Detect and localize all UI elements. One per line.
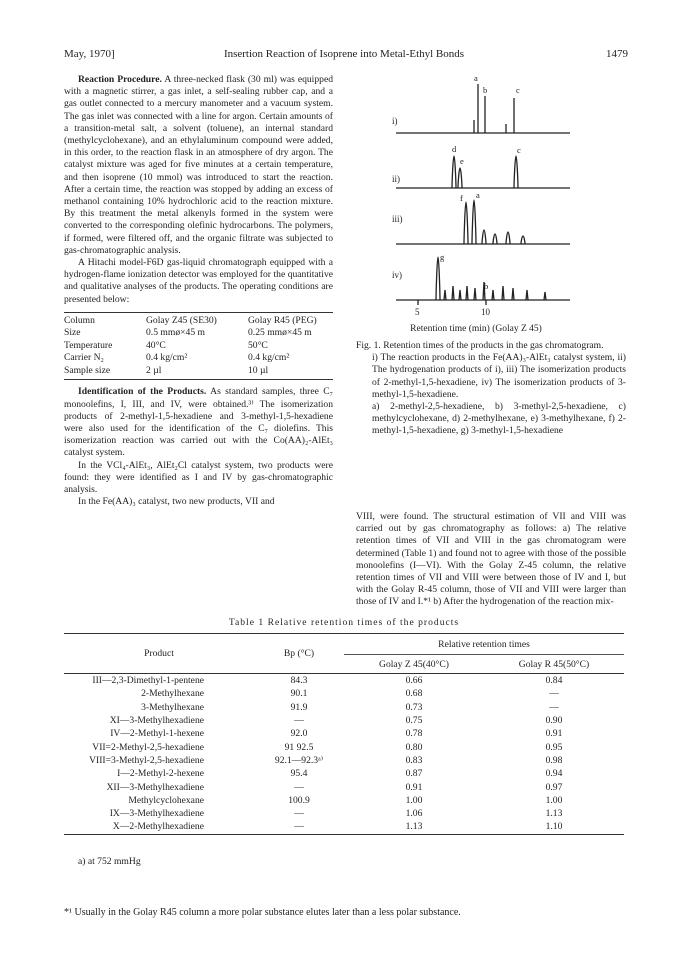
cell-z45: 0.78 (405, 728, 423, 740)
table-row (64, 807, 624, 820)
cell-r45: 1.00 (545, 794, 563, 806)
table-row (64, 674, 624, 688)
peak-iii-f (464, 202, 468, 244)
cell-bp: — (294, 781, 304, 793)
cell-product: IX—3-Methylhexadiene (109, 808, 204, 820)
cell-bp: — (294, 808, 304, 820)
cell-product: Methylcyclohexane (128, 794, 204, 806)
chromatogram-iii (396, 200, 570, 244)
cell-product: VIII=3-Methyl-2,5-hexadiene (89, 754, 204, 766)
cell-r45: 0.84 (545, 675, 563, 687)
table-row (64, 687, 624, 700)
caption-legend: a) 2-methyl-2,5-hexadiene, b) 3-methyl-2,5-hexadiene, c) methylcyclohexane, d) 2-methylhexane, e) 3-methylhexane, f) 2-methyl-1,5-hexadiene, g) 3-methyl-1,5-hexadiene (372, 401, 626, 437)
conditions-row (64, 340, 333, 353)
conditions-cell: 50°C (248, 339, 268, 351)
cell-product: 2-Methylhexane (141, 688, 204, 700)
peak-iv-g (436, 257, 440, 300)
conditions-row (64, 327, 333, 340)
cell-r45: 1.13 (545, 808, 563, 820)
cell-z45: 0.68 (405, 688, 423, 700)
cell-z45: 0.91 (405, 781, 423, 793)
col-z45: Golay Z 45(40°C) (344, 655, 484, 674)
cell-product: 3-Methylhexane (141, 701, 204, 713)
col-group: Relative retention times (344, 634, 624, 655)
cell-z45: 1.13 (344, 820, 484, 834)
table-row (64, 780, 624, 793)
x-tick-5: 5 (415, 307, 420, 317)
peak-iv-8 (512, 288, 514, 300)
right-column-text (356, 511, 626, 609)
peak-ii-d (452, 156, 456, 188)
page-number: 1479 (606, 48, 628, 60)
cell-r45: 0.91 (545, 728, 563, 740)
caption-title: Fig. 1. Retention times of the products in the gas chromatogram. (356, 340, 604, 351)
conditions-cell: Golay Z45 (SE30) (146, 312, 248, 327)
cell-z45: 0.66 (405, 675, 423, 687)
cell-product: XII—3-Methylhexadiene (106, 781, 204, 793)
peak-iv-2 (452, 286, 454, 300)
cell-product: I—2-Methyl-2-hexene (117, 768, 204, 780)
x-axis-label: Retention time (min) (Golay Z 45) (410, 324, 542, 334)
cell-z45: 0.87 (405, 768, 423, 780)
figure-caption (356, 340, 626, 438)
table-row (64, 820, 624, 834)
peak-ii-e (458, 168, 462, 188)
page-footnote: *¹ Usually in the Golay R45 column a more polar substance elutes later than a less polar substance. (64, 907, 461, 918)
peak-iv-3 (459, 290, 461, 300)
conditions-cell: Carrier N₂ (64, 352, 104, 364)
panel-label-iv: iv) (392, 270, 402, 280)
conditions-cell: 0.5 mmø×45 m (146, 327, 205, 339)
peak-label-iv-g: g (440, 252, 445, 262)
conditions-cell: 0.25 mmø×45 m (248, 327, 312, 339)
cell-r45: 0.90 (545, 715, 563, 727)
conditions-cell: Size (64, 327, 81, 339)
cell-z45: 0.73 (405, 701, 423, 713)
vcl-paragraph: In the VCl₄-AlEt₃, AlEt₂Cl catalyst system, two products were found: they were identified as I and IV by gas-chromatographic analysis. (64, 459, 333, 495)
panel-label-ii: ii) (392, 174, 400, 184)
cell-bp: 90.1 (290, 688, 308, 700)
cell-bp: 95.4 (290, 768, 308, 780)
table-row (64, 767, 624, 780)
cell-product: XI—3-Methylhexadiene (109, 715, 204, 727)
col-r45: Golay R 45(50°C) (484, 655, 624, 674)
peak-iii-2 (493, 234, 497, 244)
conditions-row (64, 312, 333, 327)
cell-r45: — (549, 688, 559, 700)
panel-label-i: i) (392, 116, 398, 126)
table1-title: Table 1 Relative retention times of the products (228, 617, 460, 628)
conditions-cell: Temperature (64, 339, 113, 351)
cell-r45: 0.94 (545, 768, 563, 780)
cell-r45: — (549, 701, 559, 713)
peak-label-ii-e: e (460, 156, 464, 166)
peak-label-i-a: a (474, 73, 478, 83)
cell-bp: 91.9 (290, 701, 308, 713)
cell-z45: 0.75 (405, 715, 423, 727)
cell-r45: 0.95 (545, 741, 563, 753)
conditions-cell: Column (64, 312, 146, 327)
ident-text: As standard samples, three C₇ monoolefins, I, III, and IV, were obtained.³⁾ The isomerization products of 2-methyl-1,5-hexadiene and 3-methyl-1,5-hexadiene were also used for the identification of the C₇ diolefins. This isomerization reaction was carried out with the Co(AA)₂-AlEt₃ catalyst system. (64, 386, 334, 459)
caption-description: i) The reaction products in the Fe(AA)₃-AlEt₃ catalyst system, ii) The hydrogenation products of i), iii) The isomerization products of 2-methyl-1,5-hexadiene, iv) The isomerization products of 3-methyl-1,5-hexadiene. (372, 352, 626, 400)
cell-bp: 100.9 (288, 794, 310, 806)
peak-label-iii-a: a (476, 190, 480, 200)
conditions-row (64, 365, 333, 380)
table-row (64, 754, 624, 767)
peak-iii-3 (506, 232, 510, 244)
conditions-table (64, 312, 333, 381)
peak-label-ii-c: c (517, 145, 521, 155)
cell-bp: 84.3 (290, 675, 308, 687)
col-product: Product (64, 634, 254, 674)
peak-iv-4 (466, 286, 468, 300)
peak-iv-6 (492, 290, 494, 300)
cell-bp: 92.0 (290, 728, 308, 740)
cell-product: VII=2-Methyl-2,5-hexadiene (92, 741, 204, 753)
cell-bp: — (294, 715, 304, 727)
cell-bp: 91 92.5 (284, 741, 314, 753)
ident-heading: Identification of the Products. (78, 386, 207, 398)
conditions-cell: 10 µl (248, 365, 333, 380)
conditions-cell: Golay R45 (PEG) (248, 312, 333, 327)
chromatogram-iv (396, 257, 570, 305)
cell-r45: 0.98 (545, 754, 563, 766)
peak-iv-7 (502, 286, 504, 300)
peak-iv-5 (474, 288, 476, 300)
table-row (64, 727, 624, 740)
cell-bp: — (254, 820, 344, 834)
table-row (64, 714, 624, 727)
left-column (64, 74, 333, 508)
peak-label-iii-f: f (460, 193, 463, 203)
reaction-text: A three-necked flask (30 ml) was equipped with a magnetic stirrer, a gas inlet, a self-sealing rubber cap, and a gas outlet connected to a mercury manometer and a vacuum system. The gas inlet was connected with a line for argon. Certain amounts of a transition-metal salt, a solvent (toluene), an internal standard (methylcyclohexane), and an ethylaluminum compound were added, in this order, to the reaction flask in an atmosphere of dry argon. The catalyst mixture was aged for five minutes at a certain temperature, and then isoprene (10 mmol) was introduced to start the reaction. After a certain time, the reaction was stopped by adding an excess of methanol containing 10% hydrochloric acid to the reaction mixture. By this treatment the metal alkenyls formed in the system were converted to the corresponding olefinic hydrocarbons. The polymers, if formed, were filtered off, and the organic filtrate was subjected to gas-chromatographic analysis. (64, 74, 333, 256)
peak-iii-1 (482, 230, 486, 244)
table1-footnote: a) at 752 mmHg (78, 856, 141, 867)
cell-product: III—2,3-Dimethyl-1-pentene (92, 675, 204, 687)
col-bp: Bp (°C) (254, 634, 344, 674)
conditions-row (64, 352, 333, 365)
peak-label-i-c: c (516, 85, 520, 95)
peak-ii-c (514, 156, 518, 188)
fe-paragraph: In the Fe(AA)₃ catalyst, two new products, VII and (78, 496, 275, 508)
header-title: Insertion Reaction of Isoprene into Metal-Ethyl Bonds (223, 48, 465, 60)
right-paragraph: VIII, were found. The structural estimation of VII and VIII was carried out by gas chromatography as follows: a) The relative retention times of VII and VIII in the gas chromatogram were determined (Table 1) and found not to agree with those of the possible monoolefins (I—VI). With the Golay Z-45 column, the relative retention times of VII and VIII were between those of IV and I, but with the Golay R-45 column, those of VII and VIII were larger than those of IV and I.*¹ b) After the hydrogenation of the reaction mix- (356, 511, 626, 608)
peak-iii-a (472, 200, 476, 244)
header-left: May, 1970] (64, 48, 115, 60)
x-tick-10: 10 (481, 307, 490, 317)
conditions-cell: 0.4 kg/cm² (248, 352, 290, 364)
cell-z45: 0.80 (405, 741, 423, 753)
peak-iv-9 (526, 290, 528, 300)
conditions-cell: Sample size (64, 365, 146, 380)
conditions-cell: 0.4 kg/cm² (146, 352, 188, 364)
peak-label-ii-d: d (452, 144, 457, 154)
table-row (64, 740, 624, 753)
figure-chromatograms (356, 72, 628, 340)
conditions-cell: 40°C (146, 339, 166, 351)
peak-iv-1 (444, 290, 446, 300)
cell-z45: 1.00 (405, 794, 423, 806)
cell-z45: 0.83 (405, 754, 423, 766)
peak-iv-10 (544, 292, 546, 300)
table-row (64, 701, 624, 714)
cell-product: IV—2-Methyl-1-hexene (110, 728, 204, 740)
conditions-cell: 2 µl (146, 365, 248, 380)
cell-z45: 1.06 (405, 808, 423, 820)
table1 (64, 633, 624, 835)
cell-product: X—2-Methylhexadiene (64, 820, 254, 834)
hitachi-paragraph: A Hitachi model-F6D gas-liquid chromatograph equipped with a hydrogen-flame ionization detector was employed for the quantitative and qualitative analyses of the products. The operating conditions are presented below: (64, 257, 333, 305)
peak-label-iv-b: b (484, 281, 489, 291)
reaction-heading: Reaction Procedure. (78, 74, 162, 85)
peak-iii-4 (521, 236, 525, 244)
panel-label-iii: iii) (392, 214, 403, 224)
chromatogram-ii (396, 156, 570, 188)
cell-bp: 92.1—92.3ᵃ⁾ (274, 754, 324, 766)
cell-r45: 1.10 (484, 820, 624, 834)
cell-r45: 0.97 (545, 781, 563, 793)
peak-label-i-b: b (483, 85, 488, 95)
table-row (64, 794, 624, 807)
